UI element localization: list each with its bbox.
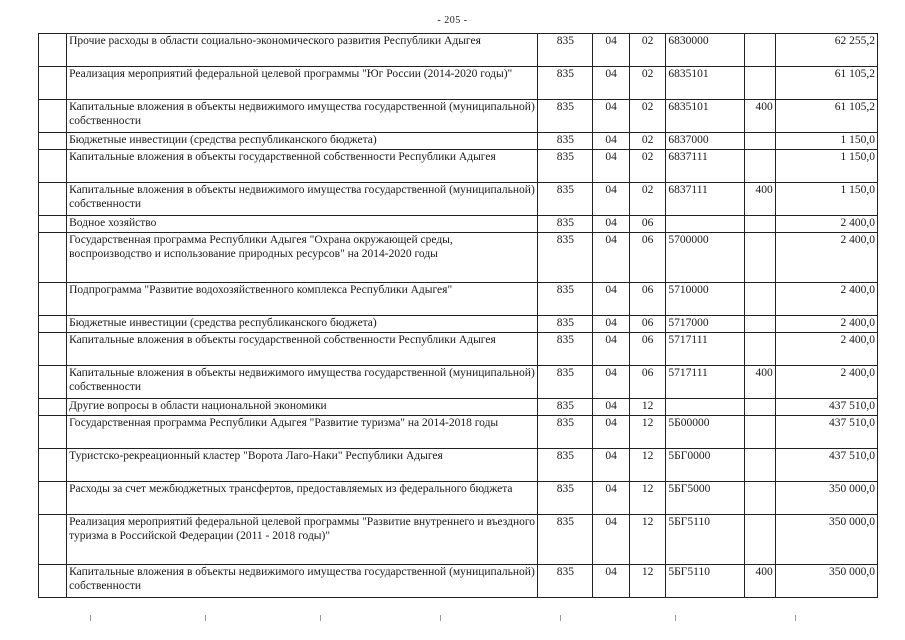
row-subsection-code: 06	[629, 216, 665, 233]
row-ved-code: 835	[538, 399, 593, 416]
row-subsection-code: 02	[629, 150, 665, 183]
row-section-code: 04	[593, 366, 629, 399]
row-ved-code: 835	[538, 449, 593, 482]
row-expense-type	[744, 482, 775, 515]
row-section-code: 04	[593, 150, 629, 183]
row-subsection-code: 06	[629, 333, 665, 366]
row-section-code: 04	[593, 233, 629, 283]
row-name: Государственная программа Республики Адыгея "Охрана окружающей среды, воспроизводство и использование природных ресурсов" на 2014-2020 годы	[67, 233, 538, 283]
row-amount: 437 510,0	[775, 449, 877, 482]
row-target-article: 6837000	[666, 133, 744, 150]
row-amount: 1 150,0	[775, 183, 877, 216]
row-target-article	[666, 399, 744, 416]
row-blank-cell	[39, 150, 67, 183]
row-name: Бюджетные инвестиции (средства республиканского бюджета)	[67, 133, 538, 150]
row-target-article: 6835101	[666, 100, 744, 133]
row-target-article: 6835101	[666, 67, 744, 100]
row-subsection-code: 12	[629, 565, 665, 598]
row-target-article: 5БГ0000	[666, 449, 744, 482]
row-section-code: 04	[593, 67, 629, 100]
table-row	[39, 416, 878, 449]
row-blank-cell	[39, 34, 67, 67]
row-ved-code: 835	[538, 100, 593, 133]
row-name: Бюджетные инвестиции (средства республиканского бюджета)	[67, 316, 538, 333]
row-section-code: 04	[593, 515, 629, 565]
row-amount: 350 000,0	[775, 482, 877, 515]
row-amount: 62 255,2	[775, 34, 877, 67]
row-section-code: 04	[593, 183, 629, 216]
row-amount: 1 150,0	[775, 133, 877, 150]
row-amount: 1 150,0	[775, 150, 877, 183]
table-row	[39, 283, 878, 316]
row-name: Расходы за счет межбюджетных трансфертов, предоставляемых из федерального бюджета	[67, 482, 538, 515]
row-target-article: 5Б00000	[666, 416, 744, 449]
row-expense-type	[744, 449, 775, 482]
row-ved-code: 835	[538, 316, 593, 333]
row-blank-cell	[39, 565, 67, 598]
row-ved-code: 835	[538, 416, 593, 449]
row-name: Другие вопросы в области национальной экономики	[67, 399, 538, 416]
row-blank-cell	[39, 449, 67, 482]
row-subsection-code: 12	[629, 482, 665, 515]
table-row	[39, 34, 878, 67]
row-section-code: 04	[593, 316, 629, 333]
row-section-code: 04	[593, 34, 629, 67]
table-row	[39, 67, 878, 100]
row-amount: 61 105,2	[775, 100, 877, 133]
row-section-code: 04	[593, 133, 629, 150]
row-expense-type	[744, 216, 775, 233]
page-number: - 205 -	[437, 15, 468, 26]
row-expense-type	[744, 416, 775, 449]
row-target-article: 5БГ5110	[666, 515, 744, 565]
table-row	[39, 333, 878, 366]
row-name: Туристско-рекреационный кластер "Ворота Лаго-Наки" Республики Адыгея	[67, 449, 538, 482]
row-expense-type	[744, 34, 775, 67]
row-ved-code: 835	[538, 216, 593, 233]
row-blank-cell	[39, 416, 67, 449]
row-expense-type	[744, 515, 775, 565]
row-blank-cell	[39, 216, 67, 233]
row-target-article: 5717111	[666, 366, 744, 399]
row-expense-type	[744, 233, 775, 283]
row-expense-type	[744, 133, 775, 150]
row-expense-type: 400	[744, 565, 775, 598]
row-ved-code: 835	[538, 283, 593, 316]
table-row	[39, 100, 878, 133]
row-section-code: 04	[593, 333, 629, 366]
row-expense-type	[744, 283, 775, 316]
row-blank-cell	[39, 482, 67, 515]
row-ved-code: 835	[538, 482, 593, 515]
table-row	[39, 449, 878, 482]
row-target-article	[666, 216, 744, 233]
table-row	[39, 183, 878, 216]
row-name: Водное хозяйство	[67, 216, 538, 233]
row-expense-type	[744, 333, 775, 366]
scan-tick	[320, 615, 321, 621]
row-name: Капитальные вложения в объекты недвижимого имущества государственной (муниципальной) собственности	[67, 183, 538, 216]
row-section-code: 04	[593, 449, 629, 482]
scan-tick	[440, 615, 441, 621]
table-row	[39, 515, 878, 565]
row-blank-cell	[39, 399, 67, 416]
row-subsection-code: 12	[629, 399, 665, 416]
row-expense-type	[744, 399, 775, 416]
row-target-article: 5БГ5000	[666, 482, 744, 515]
row-blank-cell	[39, 333, 67, 366]
row-expense-type	[744, 150, 775, 183]
row-name: Капитальные вложения в объекты государственной собственности Республики Адыгея	[67, 150, 538, 183]
budget-table	[38, 33, 878, 598]
row-amount: 2 400,0	[775, 333, 877, 366]
row-ved-code: 835	[538, 565, 593, 598]
row-subsection-code: 02	[629, 133, 665, 150]
row-ved-code: 835	[538, 150, 593, 183]
row-ved-code: 835	[538, 233, 593, 283]
row-subsection-code: 06	[629, 233, 665, 283]
row-amount: 437 510,0	[775, 416, 877, 449]
table-row	[39, 233, 878, 283]
row-ved-code: 835	[538, 366, 593, 399]
row-target-article: 5БГ5110	[666, 565, 744, 598]
row-target-article: 6837111	[666, 150, 744, 183]
row-ved-code: 835	[538, 515, 593, 565]
row-subsection-code: 02	[629, 100, 665, 133]
row-section-code: 04	[593, 416, 629, 449]
table-row	[39, 565, 878, 598]
row-target-article: 5710000	[666, 283, 744, 316]
row-target-article: 6830000	[666, 34, 744, 67]
row-expense-type: 400	[744, 183, 775, 216]
row-name: Государственная программа Республики Адыгея "Развитие туризма" на 2014-2018 годы	[67, 416, 538, 449]
row-expense-type: 400	[744, 366, 775, 399]
row-subsection-code: 06	[629, 283, 665, 316]
row-name: Подпрограмма "Развитие водохозяйственного комплекса Республики Адыгея"	[67, 283, 538, 316]
table-row	[39, 216, 878, 233]
row-name: Реализация мероприятий федеральной целевой программы "Юг России (2014-2020 годы)"	[67, 67, 538, 100]
row-subsection-code: 02	[629, 67, 665, 100]
row-name: Прочие расходы в области социально-экономического развития Республики Адыгея	[67, 34, 538, 67]
row-amount: 2 400,0	[775, 283, 877, 316]
row-subsection-code: 02	[629, 34, 665, 67]
row-amount: 2 400,0	[775, 316, 877, 333]
row-section-code: 04	[593, 565, 629, 598]
row-target-article: 5717111	[666, 333, 744, 366]
row-ved-code: 835	[538, 34, 593, 67]
row-blank-cell	[39, 133, 67, 150]
row-target-article: 5700000	[666, 233, 744, 283]
row-amount: 2 400,0	[775, 233, 877, 283]
row-amount: 2 400,0	[775, 366, 877, 399]
row-subsection-code: 06	[629, 316, 665, 333]
table-row	[39, 366, 878, 399]
row-amount: 437 510,0	[775, 399, 877, 416]
row-blank-cell	[39, 515, 67, 565]
row-subsection-code: 12	[629, 416, 665, 449]
scan-tick	[205, 615, 206, 621]
row-subsection-code: 12	[629, 449, 665, 482]
table-row	[39, 399, 878, 416]
row-ved-code: 835	[538, 67, 593, 100]
row-subsection-code: 02	[629, 183, 665, 216]
row-amount: 61 105,2	[775, 67, 877, 100]
row-subsection-code: 12	[629, 515, 665, 565]
row-section-code: 04	[593, 482, 629, 515]
row-name: Капитальные вложения в объекты недвижимого имущества государственной (муниципальной) собственности	[67, 366, 538, 399]
scan-tick	[90, 615, 91, 621]
row-ved-code: 835	[538, 133, 593, 150]
row-section-code: 04	[593, 100, 629, 133]
row-amount: 350 000,0	[775, 515, 877, 565]
row-blank-cell	[39, 67, 67, 100]
row-blank-cell	[39, 366, 67, 399]
row-name: Капитальные вложения в объекты недвижимого имущества государственной (муниципальной) собственности	[67, 565, 538, 598]
row-target-article: 5717000	[666, 316, 744, 333]
row-blank-cell	[39, 100, 67, 133]
row-blank-cell	[39, 316, 67, 333]
table-row	[39, 316, 878, 333]
row-name: Капитальные вложения в объекты государственной собственности Республики Адыгея	[67, 333, 538, 366]
row-section-code: 04	[593, 399, 629, 416]
row-amount: 2 400,0	[775, 216, 877, 233]
row-blank-cell	[39, 283, 67, 316]
row-ved-code: 835	[538, 183, 593, 216]
table-row	[39, 150, 878, 183]
row-blank-cell	[39, 233, 67, 283]
row-subsection-code: 06	[629, 366, 665, 399]
scan-tick	[560, 615, 561, 621]
scan-tick	[675, 615, 676, 621]
row-name: Реализация мероприятий федеральной целевой программы "Развитие внутреннего и въездного туризма в Российской Федерации (2011 - 2018 годы)"	[67, 515, 538, 565]
row-expense-type: 400	[744, 100, 775, 133]
table-row	[39, 482, 878, 515]
row-expense-type	[744, 316, 775, 333]
row-ved-code: 835	[538, 333, 593, 366]
row-blank-cell	[39, 183, 67, 216]
row-section-code: 04	[593, 216, 629, 233]
scan-tick	[795, 615, 796, 621]
row-target-article: 6837111	[666, 183, 744, 216]
row-name: Капитальные вложения в объекты недвижимого имущества государственной (муниципальной) собственности	[67, 100, 538, 133]
row-section-code: 04	[593, 283, 629, 316]
row-expense-type	[744, 67, 775, 100]
table-row	[39, 133, 878, 150]
row-amount: 350 000,0	[775, 565, 877, 598]
